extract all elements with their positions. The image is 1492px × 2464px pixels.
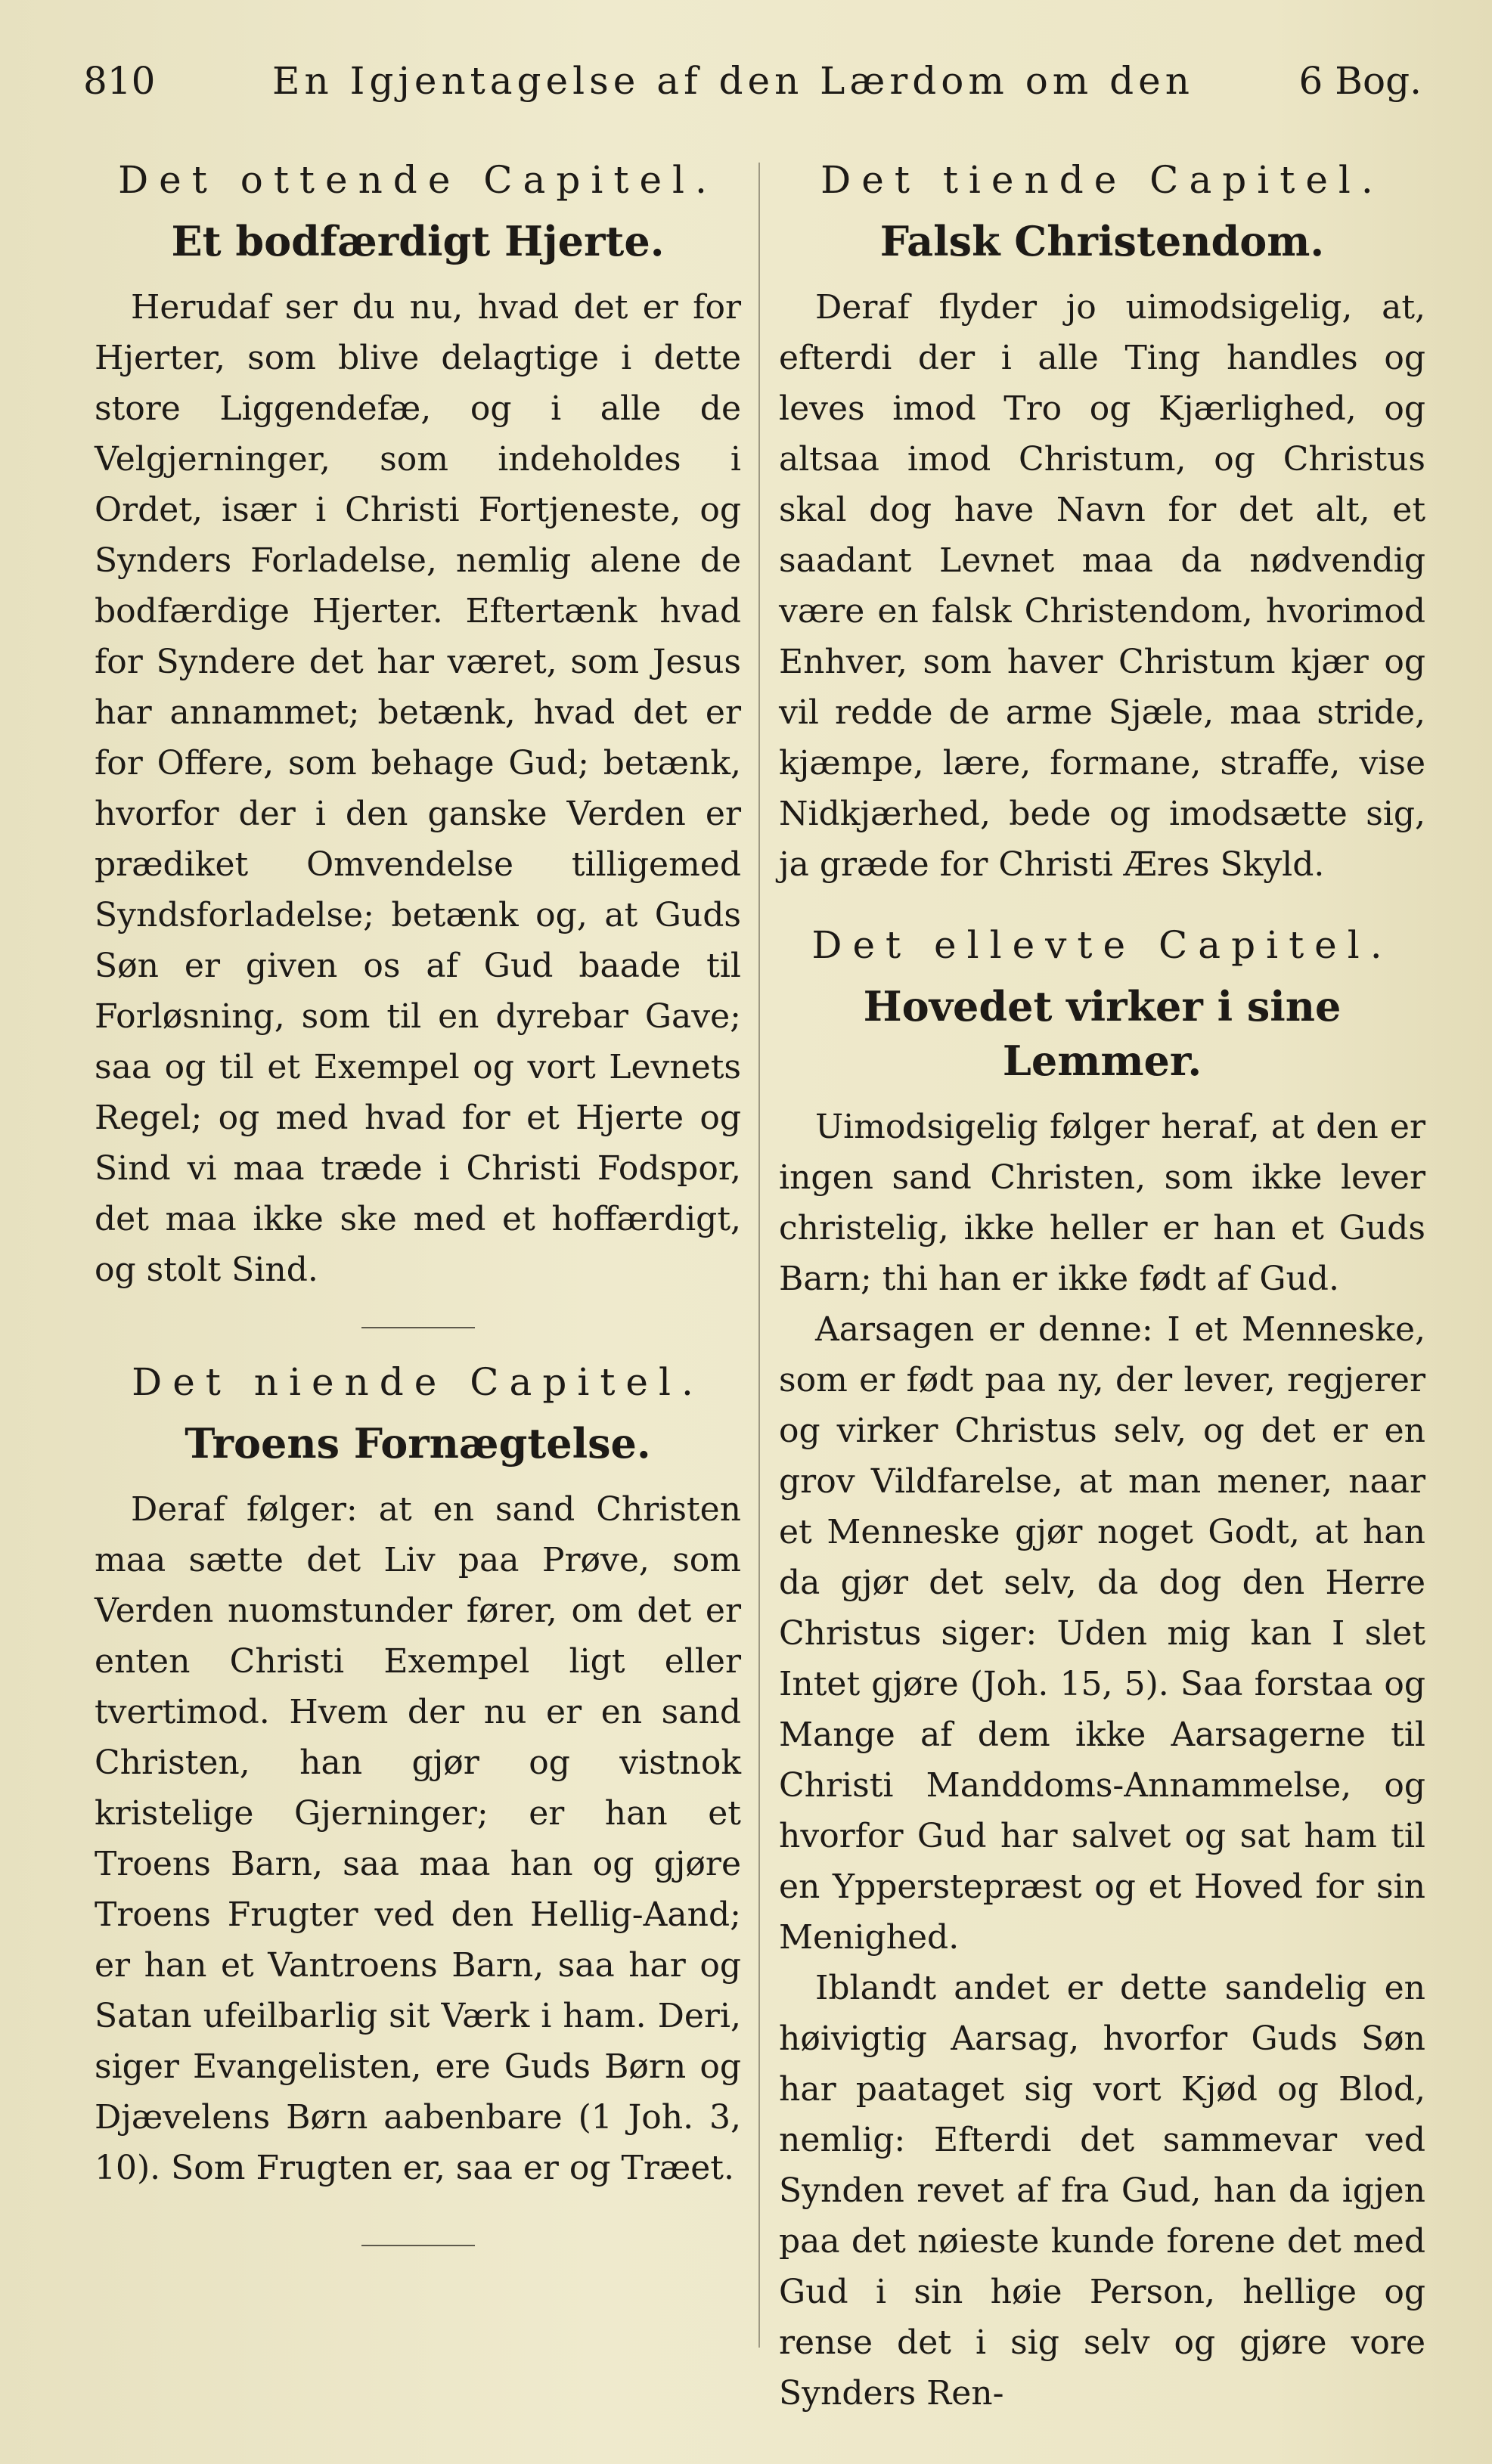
- right-column: [779, 155, 1425, 2419]
- chapter-paragraph: Iblandt andet er dette sandelig en høivigtig Aarsag, hvorfor Guds Søn har paataget sig vort Kjød og Blod, nemlig: Efterdi det sammevar ved Synden revet af fra Gud, han da igjen paa det nøieste kunde forene det med Gud i sin høie Person, hellige og rense det i sig selv og gjøre vore Synders Ren-: [779, 1969, 1425, 2413]
- chapter-text: Deraf følger: at en sand Christen maa sætte det Liv paa Prøve, som Verden nuomstunder fører, om det er enten Christi Exempel ligt eller tvertimod. Hvem der nu er en sand Christen, han gjør og vistnok kristelige Gjerninger; er han et Troens Barn, saa maa han og gjøre Troens Frugter ved den Hellig-Aand; er han et Vantroens Barn, saa har og Satan ufeilbarlig sit Værk i ham. Deri, siger Evangelisten, ere Guds Børn og Djævelens Børn aabenbare (1 Joh. 3, 10). Som Frugten er, saa er og Træet.: [95, 1490, 741, 2187]
- chapter-title: Hovedet virker i sine Lemmer.: [863, 982, 1342, 1085]
- running-header: [83, 47, 1422, 115]
- chapter-heading: Det niende Capitel.: [132, 1360, 704, 1404]
- chapter-heading: Det ottende Capitel.: [118, 158, 718, 202]
- chapter-title: Falsk Christendom.: [879, 217, 1325, 265]
- chapter-text: Herudaf ser du nu, hvad det er for Hjerter, som blive delagtige i dette store Liggendefæ, og i alle de Velgjerninger, som indeholdes i Ordet, især i Christi Fortjeneste, og Synders Forladelse, nemlig alene de bodfærdige Hjerter. Eftertænk hvad for Syndere det har været, som Jesus har annammet; betænk, hvad det er for Offere, som behage Gud; betænk, hvorfor der i den ganske Verden er prædiket Omvendelse tilligemed Syndsforladelse; betænk og, at Guds Søn er given os af Gud baade til Forløsning, som til en dyrebar Gave; saa og til et Exempel og vort Levnets Regel; og med hvad for et Hjerte og Sind vi maa træde i Christi Fodspor, det maa ikke ske med et hoffærdigt, og stolt Sind.: [95, 288, 741, 1289]
- chapter-paragraph: Uimodsigelig følger heraf, at den er ingen sand Christen, som ikke lever christelig, ikke heller er han et Guds Barn; thi han er ikke født af Gud.: [779, 1108, 1425, 1298]
- column-divider: [758, 163, 760, 2348]
- chapter-title: Troens Fornægtelse.: [185, 1419, 651, 1468]
- page-number: 810: [83, 59, 156, 103]
- chapter-text: Deraf flyder jo uimodsigelig, at, efterdi der i alle Ting handles og leves imod Tro og Kjærlighed, og altsaa imod Christum, og Christus skal dog have Navn for det alt, et saadant Levnet maa da nødvendig være en falsk Christendom, hvorimod Enhver, som haver Christum kjær og vil redde de arme Sjæle, maa stride, kjæmpe, lære, formane, straffe, vise Nidkjærhed, bede og imodsætte sig, ja græde for Christi Æres Skyld.: [779, 288, 1425, 884]
- book-number: 6 Bog.: [1298, 59, 1422, 103]
- left-column: [95, 155, 741, 2275]
- running-title: En Igjentagelse af den Lærdom om den: [272, 59, 1194, 103]
- chapter-heading: Det ellevte Capitel.: [811, 923, 1393, 967]
- chapter-title: Et bodfærdigt Hjerte.: [171, 217, 665, 265]
- section-divider: [361, 2245, 475, 2246]
- chapter-paragraph: Aarsagen er denne: I et Menneske, som er født paa ny, der lever, regjerer og virker Christus selv, og det er en grov Vildfarelse, at man mener, naar et Menneske gjør noget Godt, at han da gjør det selv, da dog den Herre Christus siger: Uden mig kan I slet Intet gjøre (Joh. 15, 5). Saa forstaa og Mange af dem ikke Aarsagerne til Christi Manddoms-Annammelse, og hvorfor Gud har salvet og sat ham til en Ypperstepræst og et Hoved for sin Menighed.: [779, 1310, 1425, 1957]
- section-divider: [361, 1327, 475, 1328]
- chapter-heading: Det tiende Capitel.: [820, 158, 1384, 202]
- spacer: [779, 890, 1425, 920]
